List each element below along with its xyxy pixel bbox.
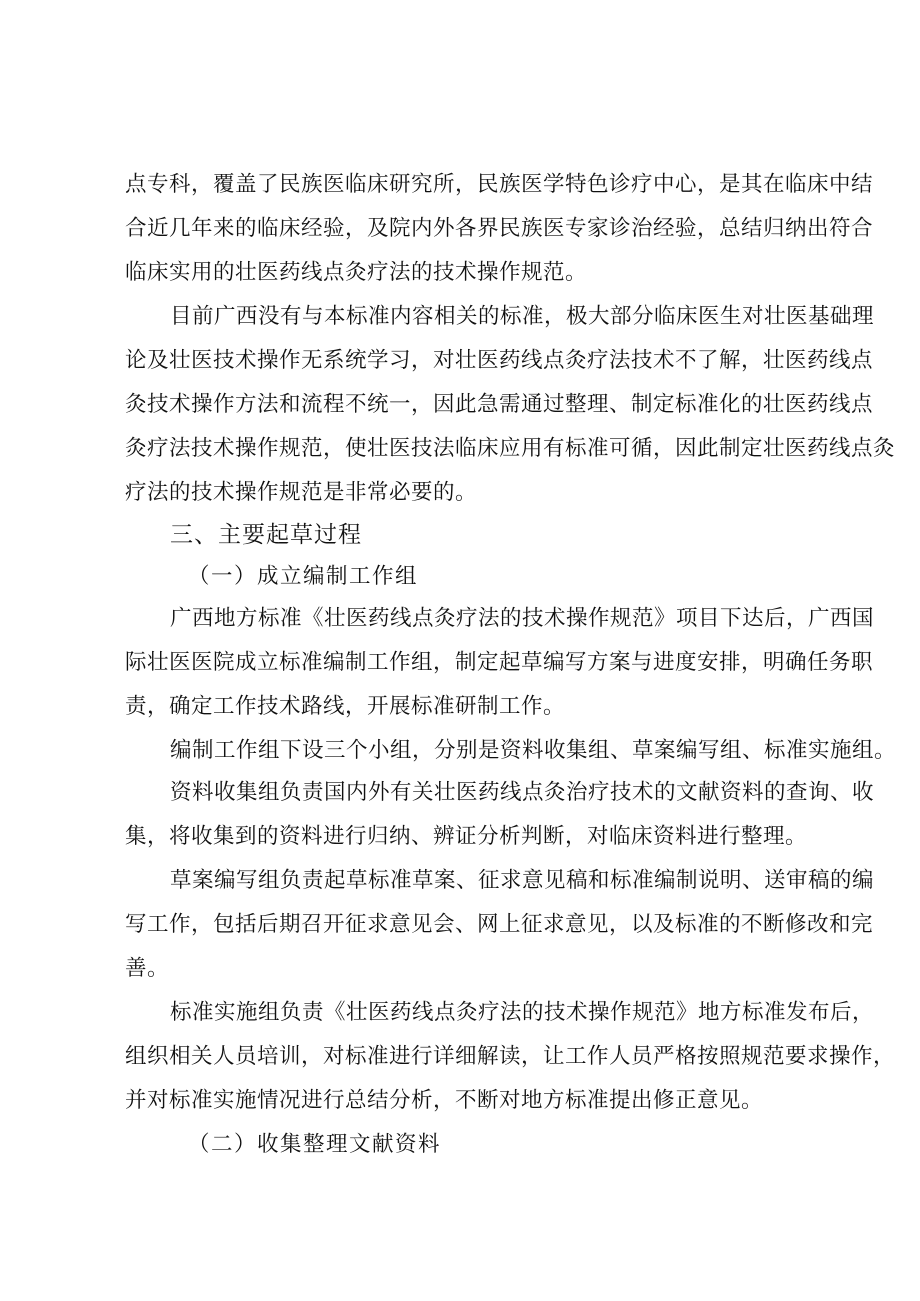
paragraph-line: 善。 [125,956,170,981]
paragraph-line: 草案编写组负责起草标准草案、征求意见稿和标准编制说明、送审稿的编 [170,868,875,893]
paragraph-line: 疗法的技术操作规范是非常必要的。 [125,480,478,505]
paragraph-line: 责，确定工作技术路线，开展标准研制工作。 [125,694,566,719]
subsection-heading: （二）收集整理文献资料 [188,1132,442,1157]
paragraph-line: 并对标准实施情况进行总结分析，不断对地方标准提出修正意见。 [125,1088,764,1113]
paragraph-line: 资料收集组负责国内外有关壮医药线点灸治疗技术的文献资料的查询、收 [170,780,875,805]
section-heading: 三、主要起草过程 [170,522,362,548]
paragraph-line: 临床实用的壮医药线点灸疗法的技术操作规范。 [125,260,588,285]
paragraph-line: 标准实施组负责《壮医药线点灸疗法的技术操作规范》地方标准发布后， [170,1000,875,1025]
paragraph-line: 写工作，包括后期召开征求意见会、网上征求意见，以及标准的不断修改和完 [125,912,874,937]
paragraph-line: 广西地方标准《壮医药线点灸疗法的技术操作规范》项目下达后，广西国 [170,606,875,631]
paragraph-line: 点专科，覆盖了民族医临床研究所，民族医学特色诊疗中心，是其在临床中结 [125,172,874,197]
paragraph-line: 际壮医医院成立标准编制工作组，制定起草编写方案与进度安排，明确任务职 [125,650,874,675]
paragraph-line: 目前广西没有与本标准内容相关的标准，极大部分临床医生对壮医基础理 [170,304,875,329]
paragraph-line: 集，将收集到的资料进行归纳、辨证分析判断，对临床资料进行整理。 [125,824,808,849]
subsection-heading: （一）成立编制工作组 [188,564,419,589]
paragraph-line: 灸技术操作方法和流程不统一，因此急需通过整理、制定标准化的壮医药线点 [125,392,874,417]
paragraph-line: 灸疗法技术操作规范，使壮医技法临床应用有标准可循，因此制定壮医药线点灸 [125,436,896,461]
paragraph-line: 论及壮医技术操作无系统学习，对壮医药线点灸疗法技术不了解，壮医药线点 [125,348,874,373]
paragraph-line: 组织相关人员培训，对标准进行详细解读，让工作人员严格按照规范要求操作， [125,1044,896,1069]
paragraph-line: 编制工作组下设三个小组，分别是资料收集组、草案编写组、标准实施组。 [170,738,897,763]
paragraph-line: 合近几年来的临床经验，及院内外各界民族医专家诊治经验，总结归纳出符合 [125,216,874,241]
